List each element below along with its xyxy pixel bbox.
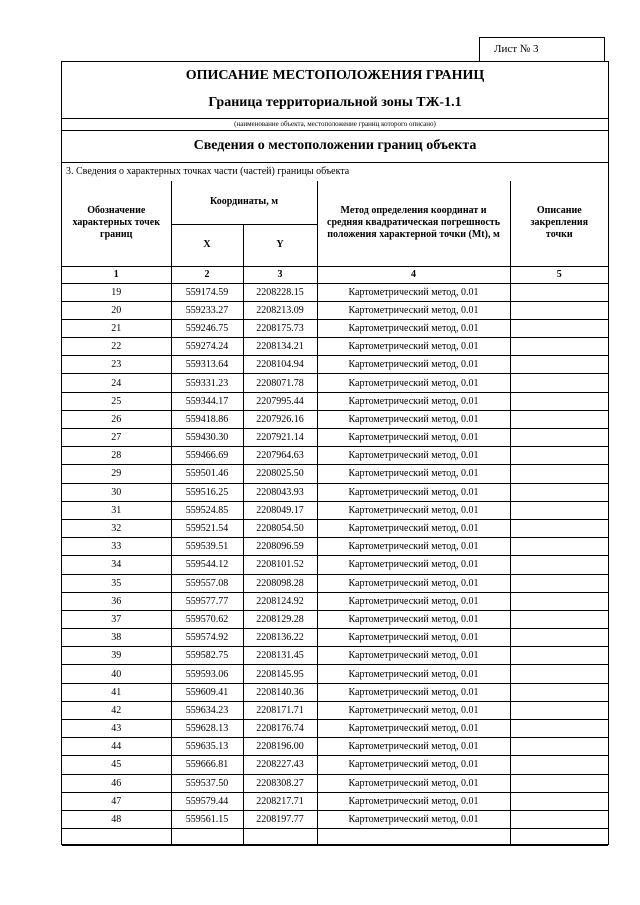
method-cell: Картометрический метод, 0.01 <box>317 301 510 319</box>
method-cell: Картометрический метод, 0.01 <box>317 810 510 828</box>
point-cell: 23 <box>62 356 171 374</box>
y-cell: 2207921.14 <box>243 429 317 447</box>
x-cell: 559521.54 <box>171 519 243 537</box>
method-cell: Картометрический метод, 0.01 <box>317 519 510 537</box>
method-cell: Картометрический метод, 0.01 <box>317 374 510 392</box>
y-cell: 2208136.22 <box>243 629 317 647</box>
description-cell <box>510 610 608 628</box>
point-cell: 48 <box>62 810 171 828</box>
method-cell: Картометрический метод, 0.01 <box>317 774 510 792</box>
x-cell: 559628.13 <box>171 720 243 738</box>
x-cell: 559634.23 <box>171 701 243 719</box>
table-row <box>62 483 608 501</box>
section-title: Сведения о местоположении границ объекта <box>193 138 477 153</box>
table-row <box>62 410 608 428</box>
header-description: Описание закрепления точки <box>510 181 608 266</box>
x-cell: 559430.30 <box>171 429 243 447</box>
y-cell: 2208196.00 <box>243 738 317 756</box>
point-cell: 42 <box>62 701 171 719</box>
section-subtitle: 3. Сведения о характерных точках части (частей) границы объекта <box>66 166 350 177</box>
method-cell: Картометрический метод, 0.01 <box>317 720 510 738</box>
table-row <box>62 519 608 537</box>
description-cell <box>510 501 608 519</box>
description-cell <box>510 792 608 810</box>
y-cell: 2208176.74 <box>243 720 317 738</box>
divider <box>62 118 608 119</box>
description-cell <box>510 629 608 647</box>
x-cell: 559313.64 <box>171 356 243 374</box>
method-cell: Картометрический метод, 0.01 <box>317 429 510 447</box>
method-cell: Картометрический метод, 0.01 <box>317 465 510 483</box>
header-x: X <box>171 224 243 266</box>
document-title: ОПИСАНИЕ МЕСТОПОЛОЖЕНИЯ ГРАНИЦ <box>185 68 485 83</box>
header-coordinates: Координаты, м <box>171 181 317 224</box>
method-cell: Картометрический метод, 0.01 <box>317 683 510 701</box>
point-cell: 20 <box>62 301 171 319</box>
description-cell <box>510 738 608 756</box>
method-cell: Картометрический метод, 0.01 <box>317 701 510 719</box>
point-cell: 30 <box>62 483 171 501</box>
x-cell: 559666.81 <box>171 756 243 774</box>
table-row <box>62 283 608 301</box>
method-cell: Картометрический метод, 0.01 <box>317 610 510 628</box>
description-cell <box>510 319 608 337</box>
table-row <box>62 738 608 756</box>
y-cell: 2208175.73 <box>243 319 317 337</box>
x-cell: 559524.85 <box>171 501 243 519</box>
method-cell: Картометрический метод, 0.01 <box>317 629 510 647</box>
table-row <box>62 301 608 319</box>
description-cell <box>510 483 608 501</box>
y-cell: 2208197.77 <box>243 810 317 828</box>
y-cell: 2208134.21 <box>243 338 317 356</box>
point-cell: 33 <box>62 538 171 556</box>
point-cell: 35 <box>62 574 171 592</box>
x-cell: 559466.69 <box>171 447 243 465</box>
table-row <box>62 629 608 647</box>
empty-row <box>62 829 608 846</box>
table-row <box>62 356 608 374</box>
y-cell: 2208071.78 <box>243 374 317 392</box>
x-cell: 559582.75 <box>171 647 243 665</box>
table-row <box>62 756 608 774</box>
method-cell: Картометрический метод, 0.01 <box>317 556 510 574</box>
description-cell <box>510 556 608 574</box>
point-cell: 27 <box>62 429 171 447</box>
table-row <box>62 501 608 519</box>
y-cell: 2208228.15 <box>243 283 317 301</box>
x-cell: 559570.62 <box>171 610 243 628</box>
point-cell: 45 <box>62 756 171 774</box>
x-cell: 559418.86 <box>171 410 243 428</box>
method-cell: Картометрический метод, 0.01 <box>317 483 510 501</box>
table-row <box>62 610 608 628</box>
table-row <box>62 465 608 483</box>
description-cell <box>510 301 608 319</box>
x-cell: 559331.23 <box>171 374 243 392</box>
x-cell: 559579.44 <box>171 792 243 810</box>
object-name-note: (наименование объекта, местоположение границ которого описано) <box>234 120 436 128</box>
description-cell <box>510 665 608 683</box>
method-cell: Картометрический метод, 0.01 <box>317 792 510 810</box>
y-cell: 2208213.09 <box>243 301 317 319</box>
method-cell: Картометрический метод, 0.01 <box>317 447 510 465</box>
method-cell: Картометрический метод, 0.01 <box>317 592 510 610</box>
method-cell: Картометрический метод, 0.01 <box>317 501 510 519</box>
y-cell: 2208129.28 <box>243 610 317 628</box>
description-cell <box>510 283 608 301</box>
sheet-number: Лист № 3 <box>479 37 605 61</box>
x-cell: 559544.12 <box>171 556 243 574</box>
x-cell: 559635.13 <box>171 738 243 756</box>
description-cell <box>510 392 608 410</box>
object-name: Граница территориальной зоны ТЖ-1.1 <box>208 95 462 110</box>
x-cell: 559609.41 <box>171 683 243 701</box>
description-cell <box>510 538 608 556</box>
y-cell: 2208101.52 <box>243 556 317 574</box>
document-frame <box>61 61 609 845</box>
description-cell <box>510 756 608 774</box>
x-cell: 559537.50 <box>171 774 243 792</box>
y-cell: 2208096.59 <box>243 538 317 556</box>
method-cell: Картометрический метод, 0.01 <box>317 392 510 410</box>
x-cell: 559593.06 <box>171 665 243 683</box>
point-cell: 41 <box>62 683 171 701</box>
x-cell: 559577.77 <box>171 592 243 610</box>
point-cell: 43 <box>62 720 171 738</box>
point-cell: 46 <box>62 774 171 792</box>
description-cell <box>510 701 608 719</box>
method-cell: Картометрический метод, 0.01 <box>317 756 510 774</box>
column-number: 5 <box>510 266 608 283</box>
table-row <box>62 447 608 465</box>
y-cell: 2208131.45 <box>243 647 317 665</box>
point-cell: 26 <box>62 410 171 428</box>
point-cell: 31 <box>62 501 171 519</box>
y-cell: 2208124.92 <box>243 592 317 610</box>
x-cell: 559557.08 <box>171 574 243 592</box>
table-row <box>62 720 608 738</box>
table-row <box>62 574 608 592</box>
x-cell: 559246.75 <box>171 319 243 337</box>
column-number: 3 <box>243 266 317 283</box>
table-row <box>62 538 608 556</box>
description-cell <box>510 519 608 537</box>
x-cell: 559501.46 <box>171 465 243 483</box>
y-cell: 2208043.93 <box>243 483 317 501</box>
column-number: 4 <box>317 266 510 283</box>
description-cell <box>510 647 608 665</box>
coordinates-table <box>62 181 608 846</box>
x-cell: 559561.15 <box>171 810 243 828</box>
y-cell: 2208140.36 <box>243 683 317 701</box>
table-row <box>62 647 608 665</box>
header-y: Y <box>243 224 317 266</box>
description-cell <box>510 592 608 610</box>
table-row <box>62 429 608 447</box>
column-number: 1 <box>62 266 171 283</box>
divider <box>62 162 608 163</box>
point-cell: 38 <box>62 629 171 647</box>
method-cell: Картометрический метод, 0.01 <box>317 647 510 665</box>
y-cell: 2208145.95 <box>243 665 317 683</box>
method-cell: Картометрический метод, 0.01 <box>317 665 510 683</box>
description-cell <box>510 774 608 792</box>
point-cell: 34 <box>62 556 171 574</box>
description-cell <box>510 720 608 738</box>
point-cell: 28 <box>62 447 171 465</box>
table-row <box>62 683 608 701</box>
point-cell: 21 <box>62 319 171 337</box>
y-cell: 2207995.44 <box>243 392 317 410</box>
table-row <box>62 665 608 683</box>
description-cell <box>510 574 608 592</box>
description-cell <box>510 447 608 465</box>
x-cell: 559516.25 <box>171 483 243 501</box>
header-method: Метод определения координат и средняя квадратическая погрешность положения характерной точки (Mt), м <box>317 181 510 266</box>
table-row <box>62 701 608 719</box>
x-cell: 559174.59 <box>171 283 243 301</box>
point-cell: 29 <box>62 465 171 483</box>
point-cell: 47 <box>62 792 171 810</box>
table-row <box>62 374 608 392</box>
x-cell: 559574.92 <box>171 629 243 647</box>
table-row <box>62 392 608 410</box>
y-cell: 2208308.27 <box>243 774 317 792</box>
point-cell: 37 <box>62 610 171 628</box>
method-cell: Картометрический метод, 0.01 <box>317 410 510 428</box>
description-cell <box>510 810 608 828</box>
y-cell: 2208054.50 <box>243 519 317 537</box>
divider <box>62 130 608 131</box>
method-cell: Картометрический метод, 0.01 <box>317 538 510 556</box>
y-cell: 2208049.17 <box>243 501 317 519</box>
x-cell: 559539.51 <box>171 538 243 556</box>
description-cell <box>510 429 608 447</box>
method-cell: Картометрический метод, 0.01 <box>317 738 510 756</box>
y-cell: 2208098.28 <box>243 574 317 592</box>
y-cell: 2208025.50 <box>243 465 317 483</box>
point-cell: 32 <box>62 519 171 537</box>
point-cell: 39 <box>62 647 171 665</box>
table-row <box>62 556 608 574</box>
point-cell: 22 <box>62 338 171 356</box>
y-cell: 2207964.63 <box>243 447 317 465</box>
table-row <box>62 810 608 828</box>
x-cell: 559233.27 <box>171 301 243 319</box>
y-cell: 2208217.71 <box>243 792 317 810</box>
method-cell: Картометрический метод, 0.01 <box>317 283 510 301</box>
point-cell: 25 <box>62 392 171 410</box>
point-cell: 24 <box>62 374 171 392</box>
column-number: 2 <box>171 266 243 283</box>
header-point: Обозначение характерных точек границ <box>62 181 171 266</box>
description-cell <box>510 356 608 374</box>
y-cell: 2208171.71 <box>243 701 317 719</box>
point-cell: 40 <box>62 665 171 683</box>
point-cell: 19 <box>62 283 171 301</box>
y-cell: 2208104.94 <box>243 356 317 374</box>
table-row <box>62 319 608 337</box>
table-row <box>62 338 608 356</box>
y-cell: 2208227.43 <box>243 756 317 774</box>
description-cell <box>510 465 608 483</box>
method-cell: Картометрический метод, 0.01 <box>317 319 510 337</box>
description-cell <box>510 410 608 428</box>
x-cell: 559344.17 <box>171 392 243 410</box>
method-cell: Картометрический метод, 0.01 <box>317 574 510 592</box>
description-cell <box>510 338 608 356</box>
point-cell: 44 <box>62 738 171 756</box>
x-cell: 559274.24 <box>171 338 243 356</box>
y-cell: 2207926.16 <box>243 410 317 428</box>
point-cell: 36 <box>62 592 171 610</box>
table-row <box>62 592 608 610</box>
description-cell <box>510 683 608 701</box>
description-cell <box>510 374 608 392</box>
method-cell: Картометрический метод, 0.01 <box>317 338 510 356</box>
method-cell: Картометрический метод, 0.01 <box>317 356 510 374</box>
table-row <box>62 792 608 810</box>
table-row <box>62 774 608 792</box>
